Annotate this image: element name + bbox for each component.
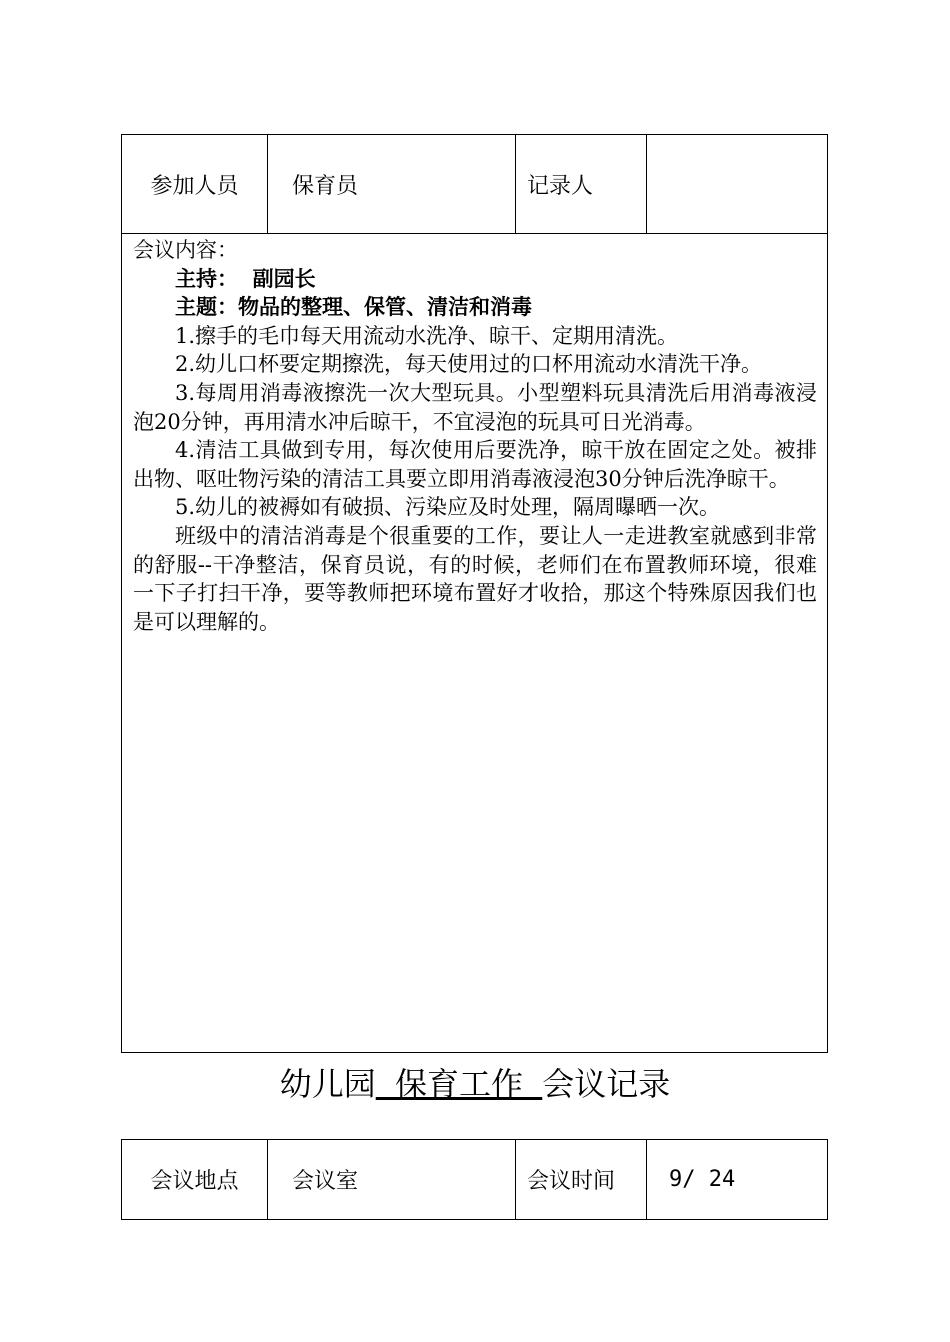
content-item: 3.每周用消毒液擦洗一次大型玩具。小型塑料玩具清洗后用消毒液浸泡20分钟，再用清水冲后晾干，不宜浸泡的玩具可日光消毒。 — [133, 380, 817, 434]
time-value: 9/ 24 — [669, 1167, 736, 1192]
content-item: 4.清洁工具做到专用，每次使用后要洗净，晾干放在固定之处。被排出物、呕吐物污染的清洁工具要立即用消毒液浸泡30分钟后洗净晾干。 — [133, 438, 817, 491]
page-title — [0, 1062, 950, 1106]
location-label: 会议地点 — [122, 1140, 268, 1219]
location-value: 会议室 — [268, 1140, 516, 1219]
title-suffix: 会议记录 — [542, 1065, 671, 1103]
topic-line: 主题：物品的整理、保管、清洁和消毒 — [175, 295, 532, 320]
host-line: 主持： 副园长 — [175, 266, 316, 291]
time-label: 会议时间 — [516, 1140, 647, 1219]
recorder-label: 记录人 — [516, 135, 647, 233]
location-row — [122, 1140, 827, 1219]
title-prefix: 幼儿园 — [279, 1065, 376, 1103]
participants-value: 保育员 — [268, 135, 516, 233]
meeting-content — [122, 234, 827, 636]
content-item: 5.幼儿的被褥如有破损、污染应及时处理，隔周曝晒一次。 — [175, 495, 721, 520]
participants-row — [122, 135, 827, 234]
participants-label: 参加人员 — [122, 135, 268, 233]
content-summary: 班级中的清洁消毒是个很重要的工作，要让人一走进教室就感到非常的舒服--干净整洁，保育员说，有的时候，老师们在布置教师环境，很难一下子打扫干净，要等教师把环境布置好才收拾，那这个特殊原因我们也是可以理解的。 — [133, 523, 817, 634]
content-heading: 会议内容： — [133, 238, 238, 262]
content-item: 2.幼儿口杯要定期擦洗，每天使用过的口杯用流动水清洗干净。 — [175, 352, 763, 377]
content-item: 1.擦手的毛巾每天用流动水洗净、晾干、定期用清洗。 — [175, 323, 679, 348]
meeting-table-1 — [121, 134, 828, 1053]
title-underlined: 保育工作 — [375, 1065, 543, 1103]
recorder-value — [647, 135, 827, 233]
meeting-table-2 — [121, 1139, 828, 1220]
